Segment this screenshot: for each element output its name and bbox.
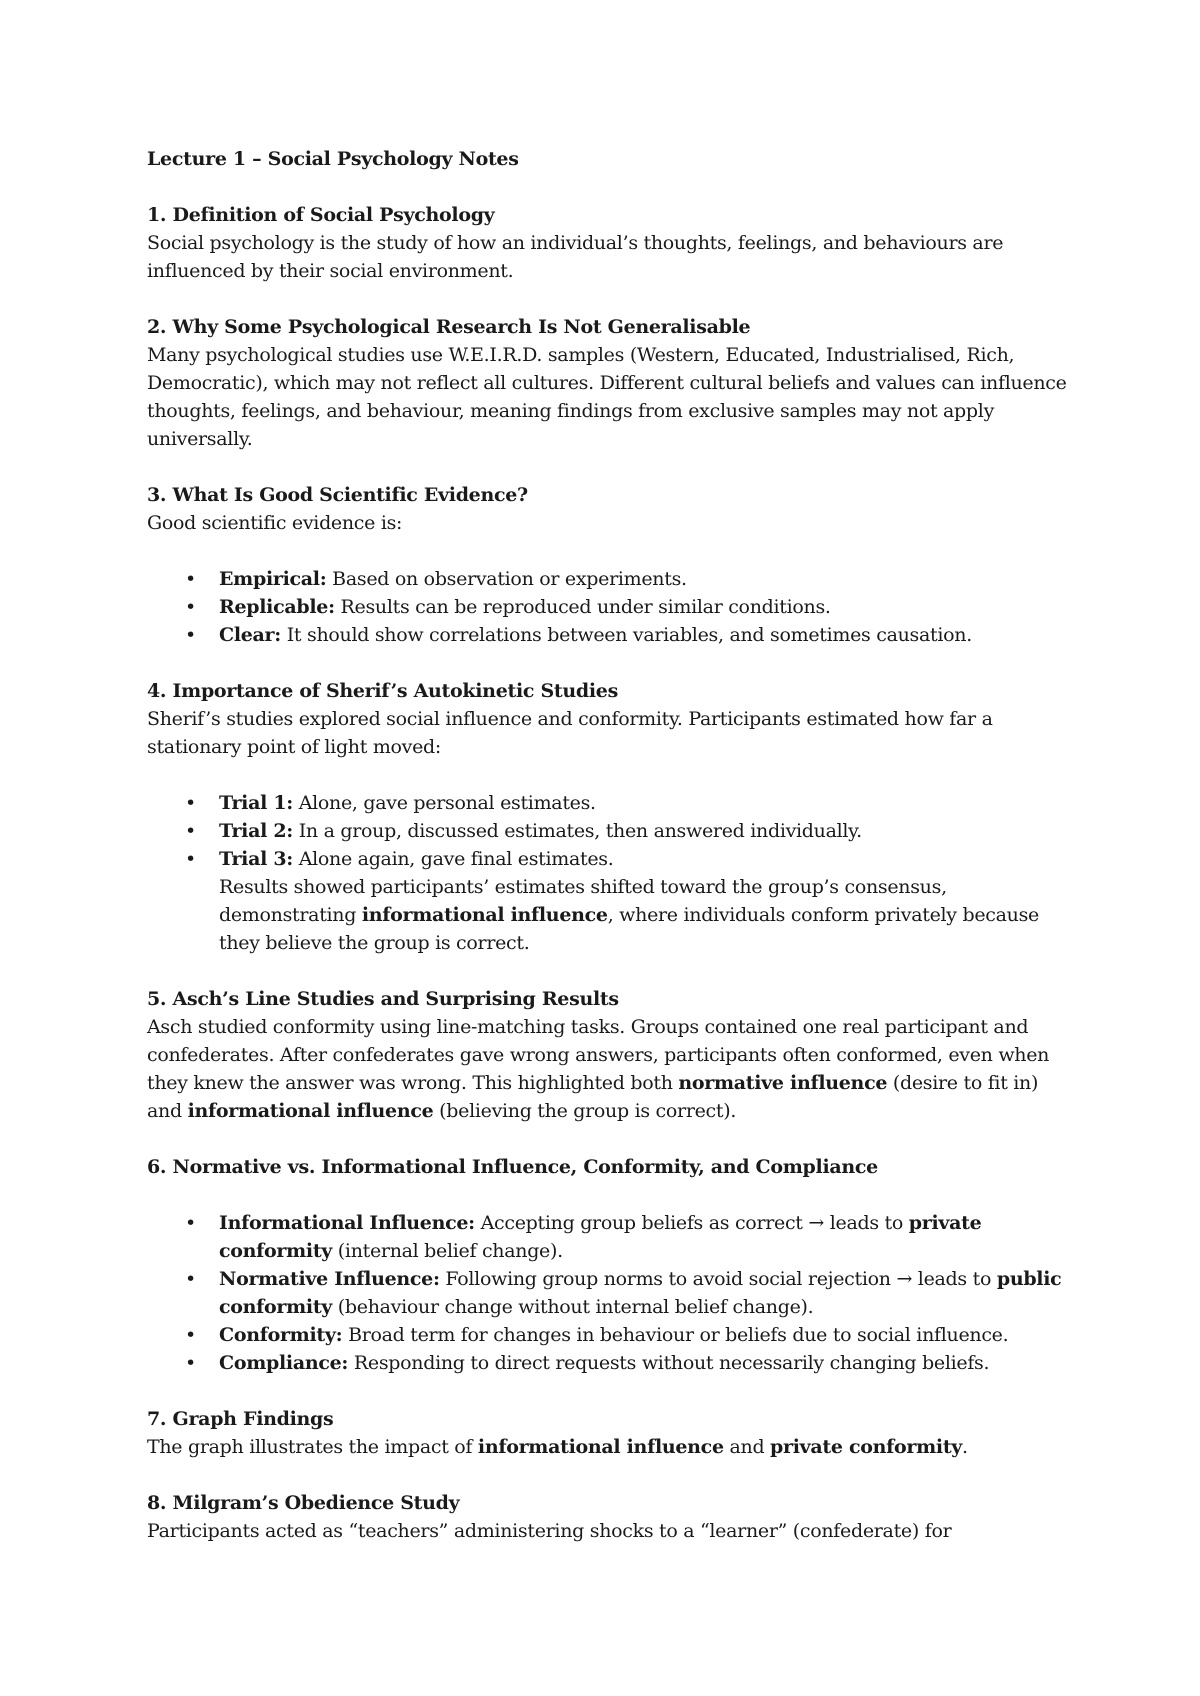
section-paragraph: Participants acted as “teachers” administering shocks to a “learner” (confederate) for <box>147 1520 952 1542</box>
section-paragraph: Social psychology is the study of how an individual’s thoughts, feelings, and behaviours are influenced by their social environment. <box>147 232 1004 282</box>
paragraph-text: (desire to fit in) and <box>147 1072 1039 1122</box>
result-text: , where individuals conform privately because they believe the group is correct. <box>219 904 1039 954</box>
bullet-icon: • <box>185 792 196 814</box>
item-text: Following group norms to avoid social rejection → leads to <box>439 1268 997 1290</box>
section-heading: 1. Definition of Social Psychology <box>147 204 495 226</box>
item-text: In a group, discussed estimates, then answered individually. <box>292 820 862 842</box>
section-heading: 2. Why Some Psychological Research Is Not Generalisable <box>147 316 751 338</box>
bullet-list <box>147 565 1077 649</box>
item-text: (internal belief change). <box>332 1240 563 1262</box>
bullet-icon: • <box>185 568 196 590</box>
section-paragraph: Many psychological studies use W.E.I.R.D. samples (Western, Educated, Industrialised, Rich, Democratic), which may not reflect all cultures. Different cultural beliefs and values can influence thoughts, feelings, and behaviour, meaning findings from exclusive samples may not apply universally. <box>147 344 1067 450</box>
item-term: Clear: <box>219 624 281 646</box>
item-term: Replicable: <box>219 596 335 618</box>
key-term: informational influence <box>477 1436 724 1458</box>
section-asch <box>147 985 1077 1125</box>
bullet-list <box>147 789 1077 957</box>
section-heading: 3. What Is Good Scientific Evidence? <box>147 484 528 506</box>
section-paragraph: Sherif’s studies explored social influence and conformity. Participants estimated how far a stationary point of light moved: <box>147 708 993 758</box>
list-item <box>147 621 1077 649</box>
key-term: normative influence <box>678 1072 888 1094</box>
section-heading: 6. Normative vs. Informational Influence, Conformity, and Compliance <box>147 1156 878 1178</box>
section-scientific-evidence <box>147 481 1077 649</box>
bullet-icon: • <box>185 596 196 618</box>
item-term: Trial 1: <box>219 792 293 814</box>
paragraph-text: The graph illustrates the impact of <box>147 1436 478 1458</box>
bullet-list <box>147 1209 1077 1377</box>
item-term: Trial 2: <box>219 820 293 842</box>
item-term: Normative Influence: <box>219 1268 440 1290</box>
paragraph-text: . <box>962 1436 968 1458</box>
item-term: Trial 3: <box>219 848 293 870</box>
item-term: Compliance: <box>219 1352 349 1374</box>
bullet-icon: • <box>185 1212 196 1234</box>
section-milgram <box>147 1489 1077 1545</box>
key-term: private conformity <box>770 1436 963 1458</box>
section-heading: 4. Importance of Sherif’s Autokinetic Studies <box>147 680 618 702</box>
item-text: Alone again, gave final estimates. <box>292 848 614 870</box>
item-text: Results can be reproduced under similar conditions. <box>334 596 831 618</box>
list-item <box>147 1209 1077 1265</box>
item-text: Broad term for changes in behaviour or beliefs due to social influence. <box>342 1324 1009 1346</box>
section-paragraph <box>147 1433 1077 1461</box>
section-heading: 5. Asch’s Line Studies and Surprising Results <box>147 988 619 1010</box>
item-term: Conformity: <box>219 1324 343 1346</box>
page-title: Lecture 1 – Social Psychology Notes <box>147 148 519 170</box>
bullet-icon: • <box>185 1268 196 1290</box>
list-item <box>147 817 1077 845</box>
list-item <box>147 789 1077 817</box>
list-item <box>147 565 1077 593</box>
section-heading: 8. Milgram’s Obedience Study <box>147 1492 460 1514</box>
section-influence-types <box>147 1153 1077 1377</box>
list-item <box>147 845 1077 957</box>
section-definition <box>147 201 1077 285</box>
result-text: Results showed participants’ estimates shifted toward the group’s consensus, demonstrating <box>219 876 947 926</box>
section-sherif <box>147 677 1077 957</box>
item-text: (behaviour change without internal belief change). <box>332 1296 814 1318</box>
bullet-icon: • <box>185 1352 196 1374</box>
item-term: Empirical: <box>219 568 327 590</box>
section-generalisability <box>147 313 1077 453</box>
paragraph-text: (believing the group is correct). <box>433 1100 737 1122</box>
key-term: informational influence <box>187 1100 434 1122</box>
item-text: Responding to direct requests without necessarily changing beliefs. <box>348 1352 990 1374</box>
document-body <box>147 145 1077 1573</box>
list-item <box>147 1265 1077 1321</box>
section-heading: 7. Graph Findings <box>147 1408 334 1430</box>
item-text: Alone, gave personal estimates. <box>292 792 596 814</box>
item-text: Based on observation or experiments. <box>326 568 687 590</box>
key-term: public conformity <box>219 1268 1062 1318</box>
bullet-icon: • <box>185 1324 196 1346</box>
list-item <box>147 1321 1077 1349</box>
item-text: Accepting group beliefs as correct → leads to <box>474 1212 909 1234</box>
bullet-icon: • <box>185 624 196 646</box>
bullet-icon: • <box>185 820 196 842</box>
paragraph-text: Asch studied conformity using line-matching tasks. Groups contained one real participant and confederates. After confederates gave wrong answers, participants often conformed, even when they knew the answer was wrong. This highlighted both <box>147 1016 1050 1094</box>
item-text: It should show correlations between variables, and sometimes causation. <box>280 624 972 646</box>
key-term: informational influence <box>361 904 608 926</box>
paragraph-text: and <box>723 1436 771 1458</box>
section-paragraph <box>147 1013 1077 1125</box>
item-term: Informational Influence: <box>219 1212 475 1234</box>
list-item <box>147 593 1077 621</box>
section-graph-findings <box>147 1405 1077 1461</box>
bullet-icon: • <box>185 848 196 870</box>
section-paragraph: Good scientific evidence is: <box>147 512 403 534</box>
list-item <box>147 1349 1077 1377</box>
key-term: private conformity <box>219 1212 982 1262</box>
